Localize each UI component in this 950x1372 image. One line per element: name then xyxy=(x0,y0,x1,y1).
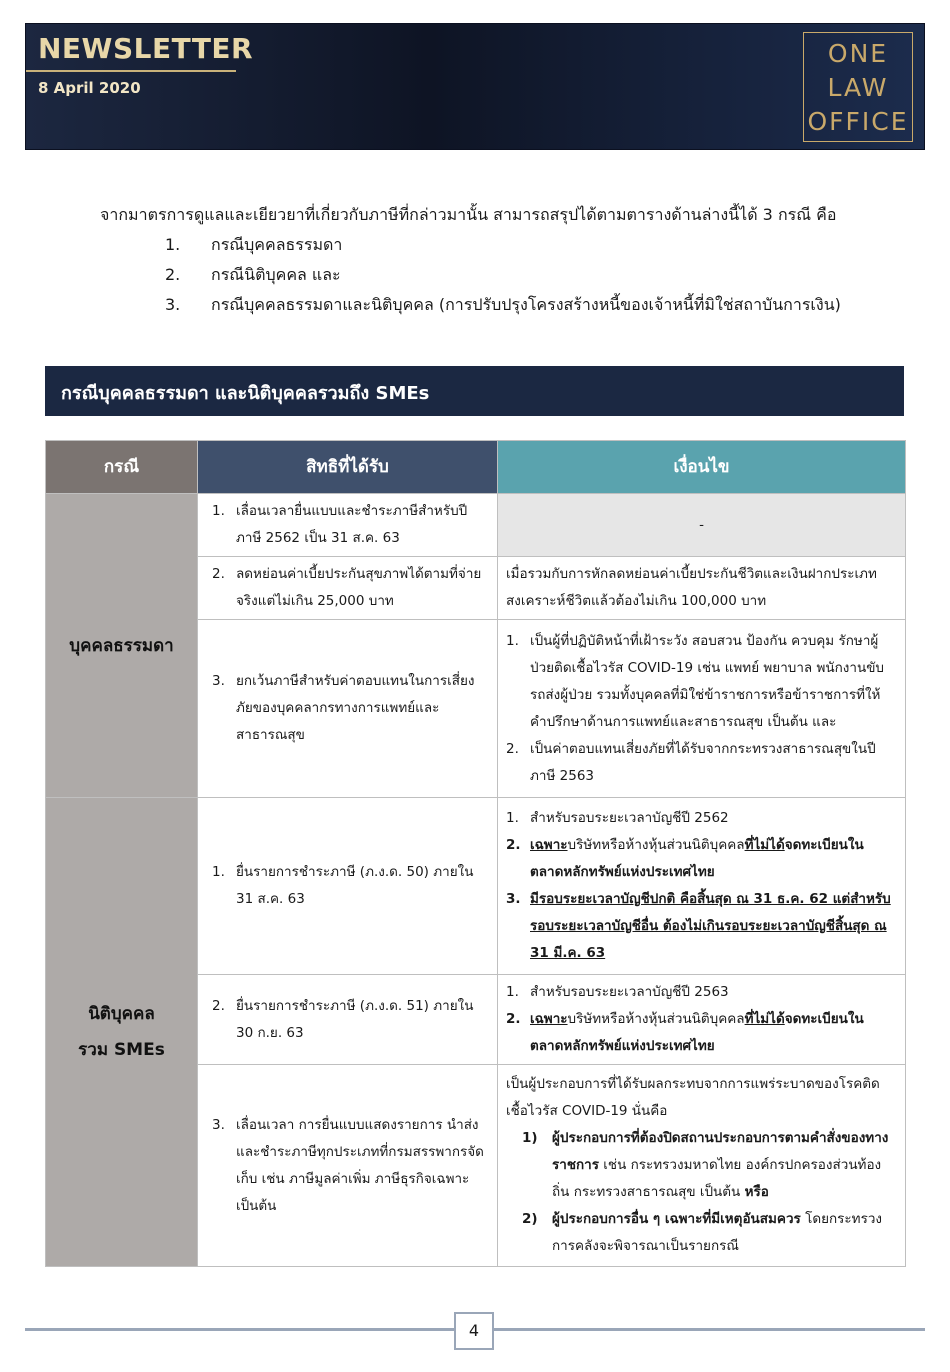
table-row xyxy=(46,494,906,557)
category-individual: บุคคลธรรมดา xyxy=(46,494,198,798)
condition-item: 2. เฉพาะบริษัทหรือห้างหุ้นส่วนนิติบุคคลที่ไม่ได้จดทะเบียนในตลาดหลักทรัพย์แห่งประเทศไทย xyxy=(506,1011,864,1054)
condition-item: 1. สำหรับรอบระยะเวลาบัญชีปี 2562 xyxy=(506,810,729,826)
condition-intro: เป็นผู้ประกอบการที่ได้รับผลกระทบจากการแพร่ระบาดของโรคติดเชื้อไวรัส COVID-19 นั่นคือ xyxy=(506,1076,880,1119)
condition-item: 1) ผู้ประกอบการที่ต้องปิดสถานประกอบการตามคำสั่งของทางราชการ เช่น กระทรวงมหาดไทย องค์กรปกครองส่วนท้องถิ่น กระทรวงสาธารณสุข เป็นต้น หรือ xyxy=(522,1130,889,1200)
intro-text: จากมาตรการดูแลและเยียวยาที่เกี่ยวกับภาษีที่กล่าวมานั้น สามารถสรุปได้ตามตารางด้านล่างนี้ได้ 3 กรณี คือ xyxy=(100,205,837,224)
condition-item: 2) ผู้ประกอบการอื่น ๆ เฉพาะที่มีเหตุอันสมควร โดยกระทรวงการคลังจะพิจารณาเป็นรายกรณี xyxy=(522,1211,882,1254)
rights-cell: 2. ลดหย่อนค่าเบี้ยประกันสุขภาพได้ตามที่จ่ายจริงแต่ไม่เกิน 25,000 บาท xyxy=(198,557,498,620)
newsletter-title: NEWSLETTER xyxy=(38,32,254,65)
condition-cell xyxy=(498,798,906,975)
list-item: 3. กรณีบุคคลธรรมดาและนิติบุคคล (การปรับปรุงโครงสร้างหนี้ของเจ้าหนี้ที่มิใช่สถาบันการเงิน) xyxy=(165,295,841,314)
condition-item: 2. เฉพาะบริษัทหรือห้างหุ้นส่วนนิติบุคคลที่ไม่ได้จดทะเบียนในตลาดหลักทรัพย์แห่งประเทศไทย xyxy=(506,837,864,880)
logo-line: ONE xyxy=(827,39,889,68)
section-title: กรณีบุคคลธรรมดา และนิติบุคคลรวมถึง SMEs xyxy=(61,383,430,404)
rights-cell: 2. ยื่นรายการชำระภาษี (ภ.ง.ด. 51) ภายใน 30 ก.ย. 63 xyxy=(198,975,498,1065)
rights-cell: 1. เลื่อนเวลายื่นแบบและชำระภาษีสำหรับปีภาษี 2562 เป็น 31 ส.ค. 63 xyxy=(198,494,498,557)
condition-item: 3. มีรอบระยะเวลาบัญชีปกติ คือสิ้นสุด ณ 31 ธ.ค. 62 แต่สำหรับรอบระยะเวลาบัญชีอื่น ต้องไม่เกินรอบระยะเวลาบัญชีสิ้นสุด ณ 31 มี.ค. 63 xyxy=(506,891,891,961)
condition-cell xyxy=(498,975,906,1065)
column-header-rights: สิทธิที่ได้รับ xyxy=(198,441,498,494)
condition-cell xyxy=(498,620,906,798)
footer-rule-left xyxy=(25,1328,455,1331)
intro-block xyxy=(100,200,900,320)
rights-cell: 1. ยื่นรายการชำระภาษี (ภ.ง.ด. 50) ภายใน 31 ส.ค. 63 xyxy=(198,798,498,975)
category-line: นิติบุคคล xyxy=(88,1004,155,1024)
table-header-row xyxy=(46,441,906,494)
table-row xyxy=(46,798,906,975)
rights-cell: 3. ยกเว้นภาษีสำหรับค่าตอบแทนในการเสี่ยงภัยของบุคคลากรทางการแพทย์และสาธารณสุข xyxy=(198,620,498,798)
newsletter-header xyxy=(25,23,925,150)
category-line: รวม SMEs xyxy=(78,1040,165,1060)
rights-cell: 3. เลื่อนเวลา การยื่นแบบแสดงรายการ นำส่งและชำระภาษีทุกประเภทที่กรมสรรพากรจัดเก็บ เช่น ภาษีมูลค่าเพิ่ม ภาษีธุรกิจเฉพาะ เป็นต้น xyxy=(198,1065,498,1267)
title-underline xyxy=(26,70,236,72)
condition-item: 1. เป็นผู้ที่ปฏิบัติหน้าที่เฝ้าระวัง สอบสวน ป้องกัน ควบคุม รักษาผู้ป่วยติดเชื้อไวรัส COVID-19 เช่น แพทย์ พยาบาล พนักงานขับรถส่งผู้ป่วย รวมทั้งบุคคลที่มิใช่ข้าราชการหรือข้าราชการที่ให้คำปรึกษาด้านการแพทย์และสาธารณสุข เป็นต้น และ xyxy=(506,632,884,730)
column-header-case: กรณี xyxy=(46,441,198,494)
logo-line: LAW xyxy=(827,73,889,102)
one-law-office-logo xyxy=(803,32,913,142)
column-header-conditions: เงื่อนไข xyxy=(498,441,906,494)
list-item: 1. กรณีบุคคลธรรมดา xyxy=(165,235,343,254)
condition-cell: - xyxy=(498,494,906,557)
category-juristic xyxy=(46,798,198,1267)
list-item: 2. กรณีนิติบุคคล และ xyxy=(165,265,341,284)
condition-item: 2. เป็นค่าตอบแทนเสี่ยงภัยที่ได้รับจากกระทรวงสาธารณสุขในปีภาษี 2563 xyxy=(506,740,876,784)
condition-item: 1. สำหรับรอบระยะเวลาบัญชีปี 2563 xyxy=(506,984,729,1000)
logo-line: OFFICE xyxy=(807,107,909,136)
page-number: 4 xyxy=(454,1312,494,1350)
newsletter-date: 8 April 2020 xyxy=(38,79,141,97)
condition-cell xyxy=(498,1065,906,1267)
footer-rule-right xyxy=(494,1328,925,1331)
condition-cell: เมื่อรวมกับการหักลดหย่อนค่าเบี้ยประกันชีวิตและเงินฝากประเภทสงเคราะห์ชีวิตแล้วต้องไม่เกิน 100,000 บาท xyxy=(498,557,906,620)
section-title-bar xyxy=(45,366,904,416)
tax-relief-table xyxy=(45,440,906,1267)
